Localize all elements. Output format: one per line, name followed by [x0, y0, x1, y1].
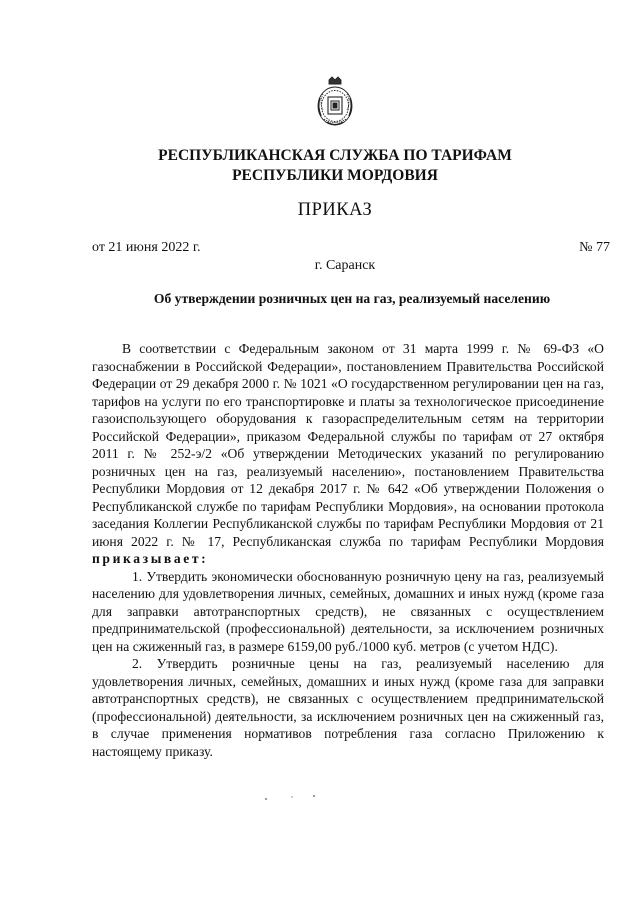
- document-number: № 77: [579, 240, 610, 255]
- preamble-paragraph: [92, 340, 604, 568]
- organization-name: [120, 146, 550, 186]
- coat-of-arms-emblem-icon: [315, 76, 355, 128]
- document-body: [92, 340, 604, 760]
- document-date: от 21 июня 2022 г.: [92, 240, 201, 255]
- order-item-1: 1. Утвердить экономически обоснованную розничную цену на газ, реализуемый населению для удовлетворения личных, семейных, домашних и иных нужд (кроме газа для заправки автотранспортных средств), не связанных с осуществлением предпринимательской (профессиональной) деятельности, за исключением розничных цен на сжиженный газ, в размере 6159,00 руб./1000 куб. метров (с учетом НДС).: [92, 568, 604, 654]
- decree-word: приказывает:: [92, 551, 209, 566]
- document-type: ПРИКАЗ: [297, 200, 373, 220]
- document-city: г. Саранск: [314, 258, 376, 273]
- org-line-1: РЕСПУБЛИКАНСКАЯ СЛУЖБА ПО ТАРИФАМ: [158, 147, 512, 164]
- scan-marks: [262, 793, 322, 803]
- document-heading: Об утверждении розничных цен на газ, реализуемый населению: [153, 291, 551, 306]
- org-line-2: РЕСПУБЛИКИ МОРДОВИЯ: [232, 167, 438, 184]
- order-item-2: 2. Утвердить розничные цены на газ, реализуемый населению для удовлетворения личных, семейных, домашних и иных нужд (кроме газа для заправки автотранспортных средств), не связанных с осуществлением предпринимательской (профессиональной) деятельности, за исключением розничных цен на сжиженный газ, в случае применения нормативов потребления газа согласно Приложению к настоящему приказу.: [92, 656, 604, 759]
- preamble-text: В соответствии с Федеральным законом от 31 марта 1999 г. № 69-ФЗ «О газоснабжении в Российской Федерации», постановлением Правительства Российской Федерации от 29 декабря 2000 г. № 1021 «О государственном регулировании цен на газ, тарифов на услуги по его транспортировке и платы за технологическое присоединение газоиспользующего оборудования к газораспределительным сетям на территории Российской Федерации», приказом Федеральной службы по тарифам от 27 октября 2011 г. № 252-э/2 «Об утверждении Методических указаний по регулированию розничных цен на газ, реализуемый населению», постановлением Правительства Республики Мордовия от 12 декабря 2017 г. № 642 «Об утверждении Положения о Республиканской службе по тарифам Республики Мордовия», на основании протокола заседания Коллегии Республиканской службы по тарифам Республики Мордовия от 21 июня 2022 г. № 17, Республиканская служба по тарифам Республики Мордовия: [92, 341, 604, 549]
